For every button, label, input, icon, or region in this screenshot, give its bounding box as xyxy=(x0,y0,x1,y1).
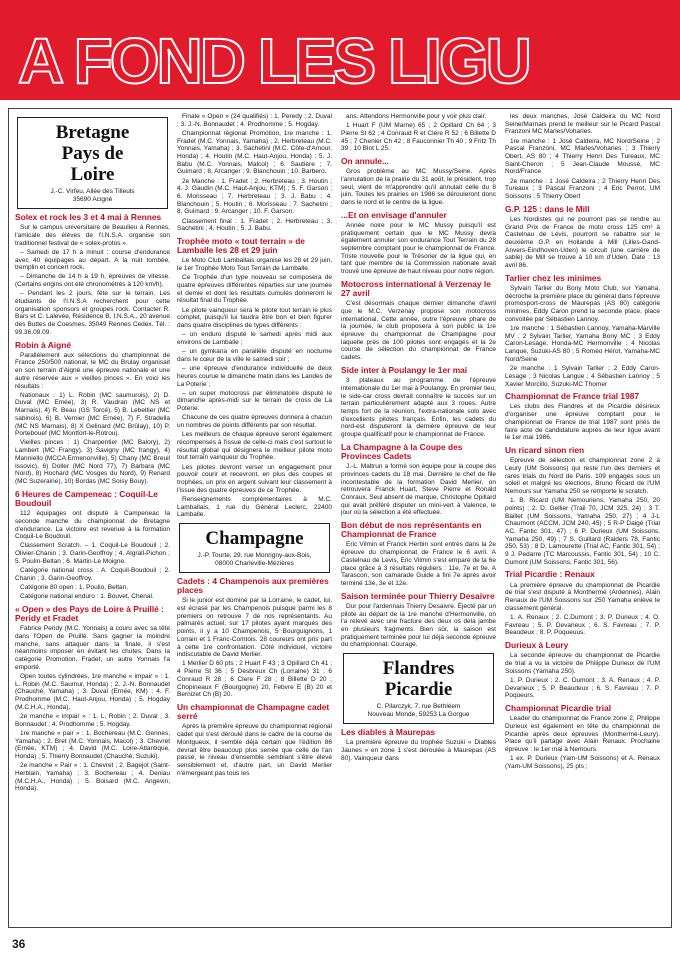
article-paragraph: Parallèlement aux sélections du championnat de France 250/500 national, le MC du Brulay organisait en son terrain d'Aigné une épreuve nationale et une autre réservée aux « vieilles pinces ». En voici les résultats : xyxy=(15,351,170,390)
article-paragraph: 112 équipages ont disputé à Campeneac la seconde manche du championnat de Bretagne d'endurance. La victoire est revenue à la formation Coquil-Le Boudouil. xyxy=(15,510,170,541)
article-heading: Cadets : 4 Champenois aux premières places xyxy=(177,575,329,596)
article-paragraph: Epreuve de sélection et championnat zone 2 à Leury (UM Soissons) qui reste l'un des derniers et rares trials du Nord de Paris. 109 engagés sous un soleil et malgré les élections, Bruno Ricard de l'UM Nemours sur Yamaha 250 se remporte le scratch. xyxy=(505,457,660,495)
league-title-line: Picardie xyxy=(384,679,453,701)
page-number: 36 xyxy=(12,937,26,951)
article-heading: Saison terminée pour Thierry Desaivre xyxy=(341,590,495,601)
league-address-line: J.-P. Tourte, 29, rue Monrigny-aux-Bois, xyxy=(197,551,312,559)
column-4 xyxy=(505,113,660,772)
article-paragraph: Finale « Open » (24 qualifiés) : 1. Peredy ; 2. Duval ; 3. J.-N. Bonnaudet ; 4. Prodhomme ; 5. Hogday. xyxy=(177,113,332,128)
column-3 xyxy=(341,113,496,764)
article-paragraph: Année noire pour le MC Mussy puisqu'il est pratiquement certain que le MC Mussy devra également annuler son endurance Tout Terrain du 28 septembre comptant pour le championnat de France. Triste nouvelle pour le Trésorier de la ligue qui, en tant que membre de la Commission nationale avait trouvé une épreuve de haut niveau pour notre région. xyxy=(341,221,496,276)
article-paragraph: Eric Vilmin et Franck Herbin sont entrés dans la 2e épreuve du championnat de France le 6 avril. A Castelnau de Levis, Eric Vilmin s'est emparé de la 6e place grâce à 3 résultats réguliers : 11e, 7e et 9e. A Tarascon, son camarade Guide a fini 7e après avoir terminé 13e, 3e et 12e. xyxy=(341,541,496,587)
column-1 xyxy=(15,113,170,795)
article-heading: Motocross international à Verzenay le 27 avril xyxy=(341,278,491,299)
article-paragraph: Chacune de ces quatre épreuves donnera à chacun un nombres de points différents par son résultat. xyxy=(177,414,332,430)
article-paragraph: Classement Scratch. – 1. Coquil-Le Boudouil ; 2. Olivier-Chanin ; 3. Garin-Geoffroy ; 4. Algrall-Pichon ; 5. Poulin-Beltan ; 6. Martin-Le Moigne. xyxy=(15,542,170,565)
article-paragraph: ans. Attendons Hermonville pour y voir plus clair. xyxy=(346,113,487,120)
league-title-line: Champagne xyxy=(205,527,304,549)
article-paragraph: Catégorie national cross : A. Coquil-Boudouil ; 2. Chanin ; 3. Garin-Geoffroy. xyxy=(15,567,170,582)
article-paragraph: 2e manche : 1 Sylvain Tarlier ; 2 Eddy Caron-Lesage ; 3 Nicolas Langue ; 4 Sébastien Lannoy ; 5 Xavier Morcillo, Suzuki-MC Thomer xyxy=(505,365,660,388)
article-paragraph: – un super motocross par éliminatoire disputé le dimanche après-midi sur le terrain de cross de La Poterie. xyxy=(177,389,332,413)
article-paragraph: Championnat régional Promotion, 1re manche : 1. Fradet (M.C. Yonnais, Yamaha) ; 2. Herbreteau (M.C. Yonnais, Yamaha) ; 3. Sachetini (M.C. Côte-d'Amour, Honda) ; 4. Houtin (M.C. Haut-Anjou, Honda) ; 5. J. Babu (M.C. Yonnais, Malcol) ; 6. Sautière ; 7. Guimard ; 8. Arcanger ; 9. Blanchouin ; 10. Barbero. xyxy=(177,129,332,176)
article-paragraph: Sur le campus universitaire de Beaulieu à Rennes, l'amicale des élèves de l'I.N.S.A. organise son traditionnel festival de « solex-protos ». xyxy=(15,224,170,247)
article-paragraph: Gros problème au MC Mussy/Seine. Après l'annulation de la prairie du 31 août, le président, trop seul, vient de m'apprendre qu'il annulait celle du 8 juin. Toutes les prairies en 1986 se dérouleront donc dans le nord et le centre de la ligue. xyxy=(341,168,496,207)
article-paragraph: La première épreuve du championnat de Picardie de trial s'est disputé à Monthermé (Ardennes), Alain Renaux de l'UM Soissons sur 250 Yamaha enlève le classement général. xyxy=(505,581,660,612)
article-heading: Un championnat de Champagne cadet serré xyxy=(177,702,330,722)
article-heading: Un ricard sinon rien xyxy=(505,444,585,455)
article-heading: Tarlier chez les minimes xyxy=(505,272,602,283)
league-address-line: Nouveau Monde, 59253 La Gorgue xyxy=(367,711,470,719)
article-paragraph: 1. B. Ricard (UM Nemouriens, Yamaha 250, 20 points) ; 2. D. Gellier (Trail 70, JCM 325, 24) ; 3 T. Baillet (UM Soissons, Yamaha 250, 27) ; 4 J-L Chaumont (ACCM, JCM 240, 45) ; 5 R-P Daigé (Trial AC, Fantic 301, 47) ; 6 P. Durieux (UM Soissons, Yamaha 250, 49) ; 7 S. Guillard (Raiders 78, Fantic 250, 53) ; 8 D. Lamourette (Trial AC, Fantic 301, 54) ; 9 J. Pedarre (TC Marcoussis, Fantic 301, 54) ; 10 C. Dumont (UM Soissons, Fantic 301, 56). xyxy=(505,497,660,566)
article-paragraph: 2e manche « impair » : 1. L. Robin ; 2. Duval ; 3. Bonnaudet ; 4. Prodhomme ; 5. Hogday. xyxy=(15,712,170,728)
article-paragraph: 2e manche « Pair » : 1. Chevret ; 2. Bagejot (Saint-Herblain, Yamaha) ; 3. Bochereau ; 4. Deniau (M.C.H.A., Honda) ; 5. Boisard (M.C. Angevin, Honda). xyxy=(15,762,170,793)
article-heading: Solex et rock les 3 et 4 mai à Rennes xyxy=(15,212,162,222)
article-paragraph: – un enduro disputé le samedi après midi aux environs de Lamballe ; xyxy=(177,331,332,346)
article-heading: Les diables à Maurepas xyxy=(341,727,436,738)
article-heading: Championnat de France trial 1987 xyxy=(505,391,640,402)
article-paragraph: 1re manche : 1 José Caldeira, MC Nord/Seine ; 2 Pascal Franzoni, MC Marles/Voharies ; 3 Thierry Obert, AS 80 ; 4 Thierry Henri Des Tureaux, MC Saint-Cheron ; 5 Jean-Claude Moussé, MC Nord/France xyxy=(505,137,660,176)
article-heading: Trophée moto « tout terrain » de Lamballe les 28 et 29 juin xyxy=(177,236,305,256)
article-paragraph: La seconde épreuve du championnat de Picardie de trial a vu la victoire de Philippe Durieux de l'UM Soissons (Yamaha 250). xyxy=(505,652,660,675)
article-paragraph: 1. P. Durieux ; 2. C. Dumont ; 3. A. Renaux ; 4. P. Devarieux ; 5. P. Beaudeux ; 6. S. Favreau ; 7. P. Poqueurs. xyxy=(505,676,660,700)
article-heading: La Champagne à la Coupe des Provinces Cadets xyxy=(341,441,463,461)
article-paragraph: Nationaux : 1) L. Robin (MC saumurois), 2) D. Duval (MC Emée), 3) R. Vaudran (MC NS et Marnais), 4) R. Beau (GS Torcé), 5) B. Lebeltier (MC sabinois), 6) B. Vernier (MC Ernée), 7) F. Stradella (MC NS Marnais), 8) X Gelinard (MC Brûlay), 10) P. Portebouef (MC Montfort-le-Rotrou). xyxy=(15,391,170,438)
article-heading: On annule... xyxy=(341,156,389,167)
article-paragraph: Renseignements complémentaires à M.C. Lamballais, 1 rue du Général Leclerc, 22400 Lamballe. xyxy=(177,495,332,519)
article-paragraph: 3 plateaux au programme de l'épreuve internationale du 1er mai à Poulangy. En premier lieu, le side-car cross devrait connaître le succès sur un terrain particulièrement adapté aux 3 roues. Autre temps fort de la réunion, l'extra-nationale solo avec d'excellents pilotes français. Enfin, les cadets du nord-est disputeront la dernière épreuve de leur groupe qualificatif pour le championnat de France. xyxy=(341,377,496,439)
league-box xyxy=(343,653,494,724)
article-paragraph: – un gymkana en parallèle disputé en nocturne dans le cœur de la ville le samedi soir ; xyxy=(177,348,332,363)
article-paragraph: – Dimanche de 14 h à 19 h, épreuves de vitesse. (Certains engins ont été chronométrés à 120 km/h). xyxy=(15,273,170,289)
article-paragraph: Les clubs des Flandres et de Picardie désireux d'organiser une épreuve comptant pour le championnat de France de trial 1987 sont priés de faire acte de candidature auprès de leur ligue avant le 1er mai 1986. xyxy=(505,403,660,442)
header-banner xyxy=(0,0,680,100)
league-title-line: Flandres xyxy=(382,658,455,680)
article-paragraph: 1re manche : 1 Sébastien Lannoy, Yamaha-Marville MV ; 2 Sylvain Tarlier, Yamaha Bony MC ; 3 Eddy Caron-Lesage, Honda-MC Hermonville ; 4 Nicolas Lanque, Suzuki-AS 80 ; 5 Roméo Hérot, Yamaha-MC Nord/Seine xyxy=(505,325,660,363)
article-paragraph: Classement final : 1. Fradet ; 2. Herbreteau ; 3. Sachetini ; 4. Houtin ; 5. J. Babu. xyxy=(177,217,332,233)
league-address-line: 08000 Charleville-Mézières xyxy=(215,559,294,567)
article-paragraph: 1 Merlier D 60 pts ; 2 Huart F 43 ; 3 Opillard Ch 41 ; 4 Pierre St 36 ; 5 Desbreux Ch (Lorraine) 31 ; 6 Conraud R 28 ; 6 Clere F 28 ; 8 Billette D 20 ; Chopineaux F (Bourgogne) 20, Febvre E (B) 20 et Bernizet Ch (B) 20. xyxy=(177,660,332,699)
column-2 xyxy=(177,113,332,779)
article-heading: Side inter à Poulangy le 1er mai xyxy=(341,364,468,375)
article-paragraph: – Pendant les 2 jours, fête sur le terrain. Les étudiants de l'I.N.S.A recherchent pour cette organisation sponsors et groupes rock. Contacter R. Bars et C. Lalevée, Résidence B, I.N.S.A., 20 avenue des Buttes de Coesmes. 35049 Rennes Cedex. Tél. : 99.36.09.09. xyxy=(15,290,170,336)
article-heading: Durieux à Leury xyxy=(505,640,569,651)
league-title-line: Loire xyxy=(70,164,115,185)
article-heading: Bon début de nos représentants en Championnat de France xyxy=(341,520,482,540)
league-box xyxy=(17,117,168,209)
article-paragraph: 1re manche « pair » : 1. Bochereau (M.C. Gennes, Yamaha) ; 2. Bret (M.C. Yonnais, Macol) ; 3. Chevret (Ernée, KTM) ; 4. David (M.C. Loire-Atlantique, Honda) ; 5. Thierry Bonnaudet (Chauché, Suzuki). xyxy=(15,729,170,760)
article-paragraph: Après la première épreuve du championnat régional cadet qui s'est déroulé dans le cadre de la course de Montgueux, il semble déjà certain que l'édition 86 devrait être beaucoup plus serrée que celle de l'an passé, le niveau d'ensemble semblant s'être élevé sensiblement et, d'autre part, un David Merlier n'émergeant pas tous les xyxy=(177,723,332,777)
article-paragraph: Les meilleurs de chaque épreuve seront également récompensés à l'issue de celle-ci mais c'est surtout le résultat global qui désignera le meilleur pilote moto tout terrain vainqueur du Trophée. xyxy=(177,431,332,462)
article-paragraph: les deux manches, José Caldeira du MC Nord Seine/Marnais prend le meilleur sur le Picard Pascal Franzoni MC Marles/Voharies. xyxy=(505,113,660,136)
article-paragraph: 2e Manche : 1. Fradet ; 2. Herbreteau ; 3. Houtin ; 4. J. Gaudin (M.C. Haut-Anjou, KTM) ; 5. F. Garson ; 6. Morisseau ; 7. Herbreteau ; 3. J. Babu ; 4. Blanchouin ; 5. Houtin ; 6. Morisseau ; 7. Sachetini ; 8. Guimard ; 9. Arcanger ; 10. F. Garson. xyxy=(177,177,332,216)
article-heading: G.P. 125 : dans le Mill xyxy=(505,203,590,214)
article-heading: Trial Picardie : Renaux xyxy=(505,569,595,580)
article-paragraph: Ce Trophée d'un type nouveau se composera de quatre épreuves différentes réparties sur une journée et demie et dont les résultats cumulés donneront le résultat final du Trophée. xyxy=(177,274,332,305)
article-paragraph: 1 Huart F (UM Marne) 65 ; 2 Opillard Ch 64 ; 3 Pierre St 62 ; 4 Conraud R et Clère R 52 ; 6 Billette D 45 ; 7 Chenier Ch 42 ; 8 Fauconnier Th 40 ; 9 Fritz Th 39 ; 10 Blot L 25. xyxy=(341,122,496,153)
article-paragraph: Dur pour l'ardennais Thierry Desaivre. Éjecté par un pilote au départ de la 1re manche d'Hermonville, on l'a relevé avec une fracture des deux os dela jambe en plusieurs fragments. Bien sûr, la saison est pratiquement terminée pour lui déjà seconde épreuve du championnat. Courage. xyxy=(341,602,496,649)
league-address xyxy=(346,703,491,719)
article-heading: 6 Heures de Campeneac : Coquil-Le Boudouil xyxy=(15,488,158,508)
article-paragraph: Vieilles pinces : 1) Charpentier (MC Balory), 2) Lambert (MC Frangy), 3) Savigny (MC frangy), 4) Manniello (MCCA Ermenonville), 5) Chany (MC Breuil Issovic), 6) Doller (MC Nord 77), 7) Barbara (MC Nord), 8) Hochard (MC Vosges du Nord), 9) Renard (MC Suzeraine), 10) Bordas (MC Soisy Bouy). xyxy=(15,439,170,485)
article-paragraph: La première épreuve du trophée Suzuki « Diables Jaunes » en zone 1 s'est déroulée à Maurepas (AS 80). Vainqueur dans xyxy=(341,739,496,762)
article-paragraph: 2e manche : 1 José Caldeira ; 2 Thierry Henri Des Tureaux ; 3 Pascal Franzoni ; 4 Eric Perrot, UM Soissons ; 5 Thierry Obert xyxy=(505,177,660,201)
league-address xyxy=(182,552,327,568)
article-paragraph: Open toutes cylindrées, 1re manche « impair » : 1. L. Robin (M.C. Saumur, Honda) ; 2. J.-N. Bonnaudet (Chauché, Yamaha) ; 3. Duval (Ernée, KM) ; 4. F. Prodhomme (M.C. Haut-Anjou, Honda) ; 5. Hogday (M.C.H.A., Honda). xyxy=(15,672,170,711)
article-heading: « Open » des Pays de Loire à Pruillé : Peridy et Fradet xyxy=(15,603,164,624)
league-title-line: Pays de xyxy=(61,143,124,164)
league-box xyxy=(179,523,330,573)
article-paragraph: – Samedi de 17 h à minuit : course d'endurance avec 40 équipages au départ. A la nuit tombée, tremplin et concert rock. xyxy=(15,248,170,272)
league-address-line: J.-C. Virfeu, Allée des Tilleuls xyxy=(50,188,135,195)
article-paragraph: Fabrice Peridy (M.C. Yonnais) a couru avec sa tête dans l'Open de Pruillé. Sans gagner la moindre manche, sans attaquer dans la finale, il s'est néanmoins imposer en évitant les chutes. Dans la catégorie Promotion, Fradet, un autre Yonnais l'a emporté. xyxy=(15,625,170,671)
league-address-line: 35690 Acigné xyxy=(72,196,113,203)
article-paragraph: Sylvain Tarlier du Bony Moto Club, sur Yamaha, décroche la première place du général dans l'épreuve promosport-cross de Maurepas (AS 80) catégorie minimes. Eddy Caron prend la seconde place, place convoitée par Sébastien Lannoy. xyxy=(505,285,660,323)
article-heading: Robin à Aigné xyxy=(15,339,71,350)
banner-title: A FOND LES LIGU xyxy=(18,25,529,97)
article-paragraph: – une épreuve d'endurance individuelle de deux heures courue le dimanche matin dans les Landes de La Poterie ; xyxy=(177,365,332,388)
article-paragraph: 1. A. Renaux ; 2. C.Dumont ; 3. P. Durieux ; 4. O. Favreau ; 5. P. Devarieux ; 6. S. Favreau ; 7. P. Beaudeux ; 8. P. Poqueuus. xyxy=(505,613,660,637)
article-paragraph: 1 ex. P. Durieux (Yam-UM Soissons) et A. Renaux (Yam-UM Soissons), 25 pts ; xyxy=(505,755,660,770)
article-paragraph: Le pilote vainqueur sera le pilote tout terrain le plus complet, puisqu'il lui faudra être bon et bien figurer dans quatre disciplines de types différents : xyxy=(177,306,332,330)
article-area xyxy=(8,108,672,928)
article-paragraph: Le Moto Club Lamballais organise les 28 et 29 juin, le 1er Trophée Moto Tout Terrain de Lamballe. xyxy=(177,257,332,273)
article-paragraph: J.-L. Maltrun a formé son équipe pour la coupe des provinces cadets du 18 mai. Dernière le chef de file incontestable de la formation David Merlier, on retrouvera Franck Huart, Steve Pierre et Ronald Conraux. Seul absent de marque, Christophe Opillard qui avait préféré disputer un mini-vert à Valence, le jour où la sélection a été effectuée. xyxy=(341,463,496,517)
article-paragraph: Les Nordistes qui ne pourront pas se rendre au Grand Prix de France de moto cross 125 cm³ à Castelnau de Lévis, pourront se rabattre sur le deuxième G.P. en Hollande à Mill (Lilles-Gand-Anvers-Eindhoven-Uden) le circuit (une carrière de sable) de Mill se trouve à 10 km d'Uden. Date : 13 avril 86. xyxy=(505,215,660,270)
article-paragraph: C'est désormais chaque dernier dimanche d'avril que le M.C. Verzenay propose son motocross international. Cette année, outre l'épreuve phare de la journée, le club proposera à son public la 1re épreuve du championnat de Champagne pour laquelle près de 100 pilotes sont engagés et la 2e course de sélection du championnat de France cadets. xyxy=(341,300,496,362)
league-address xyxy=(20,188,165,204)
article-paragraph: Les pilotes devront verser un engagement pour pouvoir courir et recevront, en plus des coupes et trophées, un prix en argent suivant leur classement à l'issue des quatre épreuves de ce Trophée. xyxy=(177,463,332,494)
article-heading: ...Et on envisage d'annuler xyxy=(341,209,447,220)
league-address-line: C. Pilarczyk, 7, rue Bethléem xyxy=(376,703,461,711)
article-paragraph: Si le junior est dominé par la Lorraine, le cadet, lui, est écrasé par les Champenois puisque parmi les 8 premiers on retrouve 7 de nos représentants. Au palmarès actuel, sur 17 pilotes ayant marqués des points, il y a 10 Champenois, 5 Bourguignons, 1 Lorrain et 1 Franc-Comtois. 28 coureurs ont pris part à cette 1re confrontation. Côté individuel, victoire indiscutable de David Merlier. xyxy=(177,597,332,659)
article-paragraph: Leader du championnat de France zone 2, Philippe Durieux est également en tête du championnat de Picardie après deux épreuves (Monthermé-Leury). Place qu'il partage avec Alain Renaux. Prochaine épreuve : le 1er mai à Nemours. xyxy=(505,715,660,754)
article-paragraph: Catégorie national enduro : 1. Bouvet, Chenal. xyxy=(20,593,154,601)
article-heading: Championnat Picardie trial xyxy=(505,703,612,714)
league-title-line: Bretagne xyxy=(55,122,130,143)
article-paragraph: Catégorie 80 open : 1. Poulio, Beltan. xyxy=(20,583,129,591)
